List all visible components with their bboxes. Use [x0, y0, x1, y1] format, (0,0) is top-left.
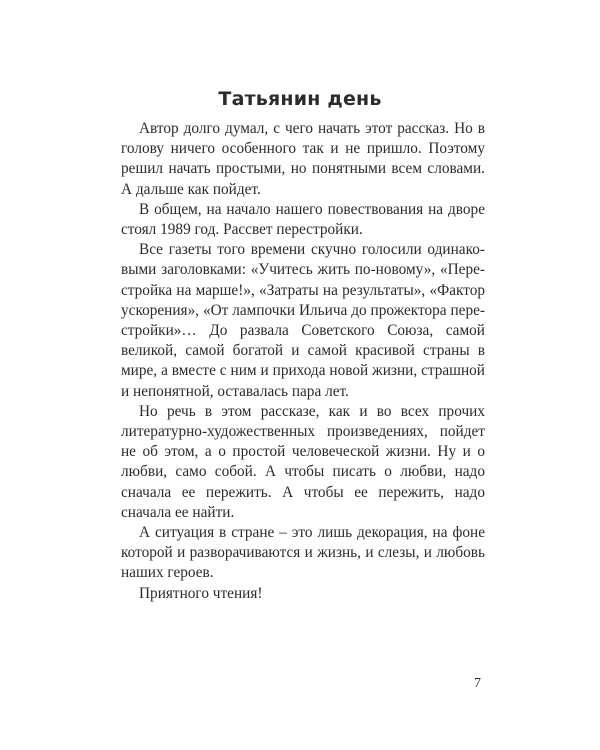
page-number: 7	[474, 676, 481, 691]
paragraph: Но речь в этом рассказе, как и во всех прочих литературно-художественных произведениях, пойдет не об этом, а о простой человеческой жизни. Ну и о любви, само собой. А чтобы писать о любви, надо сначала ее пережить. А чтобы ее пережить, надо сначала ее найти.	[121, 402, 485, 521]
paragraph: А ситуация в стране – это лишь декорация, на фоне которой и разворачиваются и жизнь, и слезы, и любовь наших героев.	[121, 524, 485, 582]
chapter-body	[121, 119, 485, 604]
paragraph: Приятного чтения!	[139, 584, 263, 602]
paragraph: Все газеты того времени скучно голосили одинаковыми заголовками: «Учитесь жить по-новому», «Перестройка на марше!», «Затраты на результаты», «Фактор ускорения», «От лампочки Ильича до прожектора перестройки»… До развала Советского Союза, самой великой, самой богатой и самой красивой страны в мире, а вместе с ним и прихода новой жизни, страшной и непонятной, оставалась пара лет.	[121, 241, 485, 400]
chapter-title: Татьянин день	[218, 88, 382, 110]
paragraph: Автор долго думал, с чего начать этот рассказ. Но в голову ничего особенного так и не пришло. Поэтому решил начать простыми, но понятными всем словами. А дальше как пойдет.	[121, 120, 485, 198]
paragraph: В общем, на начало нашего повествования на дворе стоял 1989 год. Рассвет перестройки.	[121, 200, 485, 239]
